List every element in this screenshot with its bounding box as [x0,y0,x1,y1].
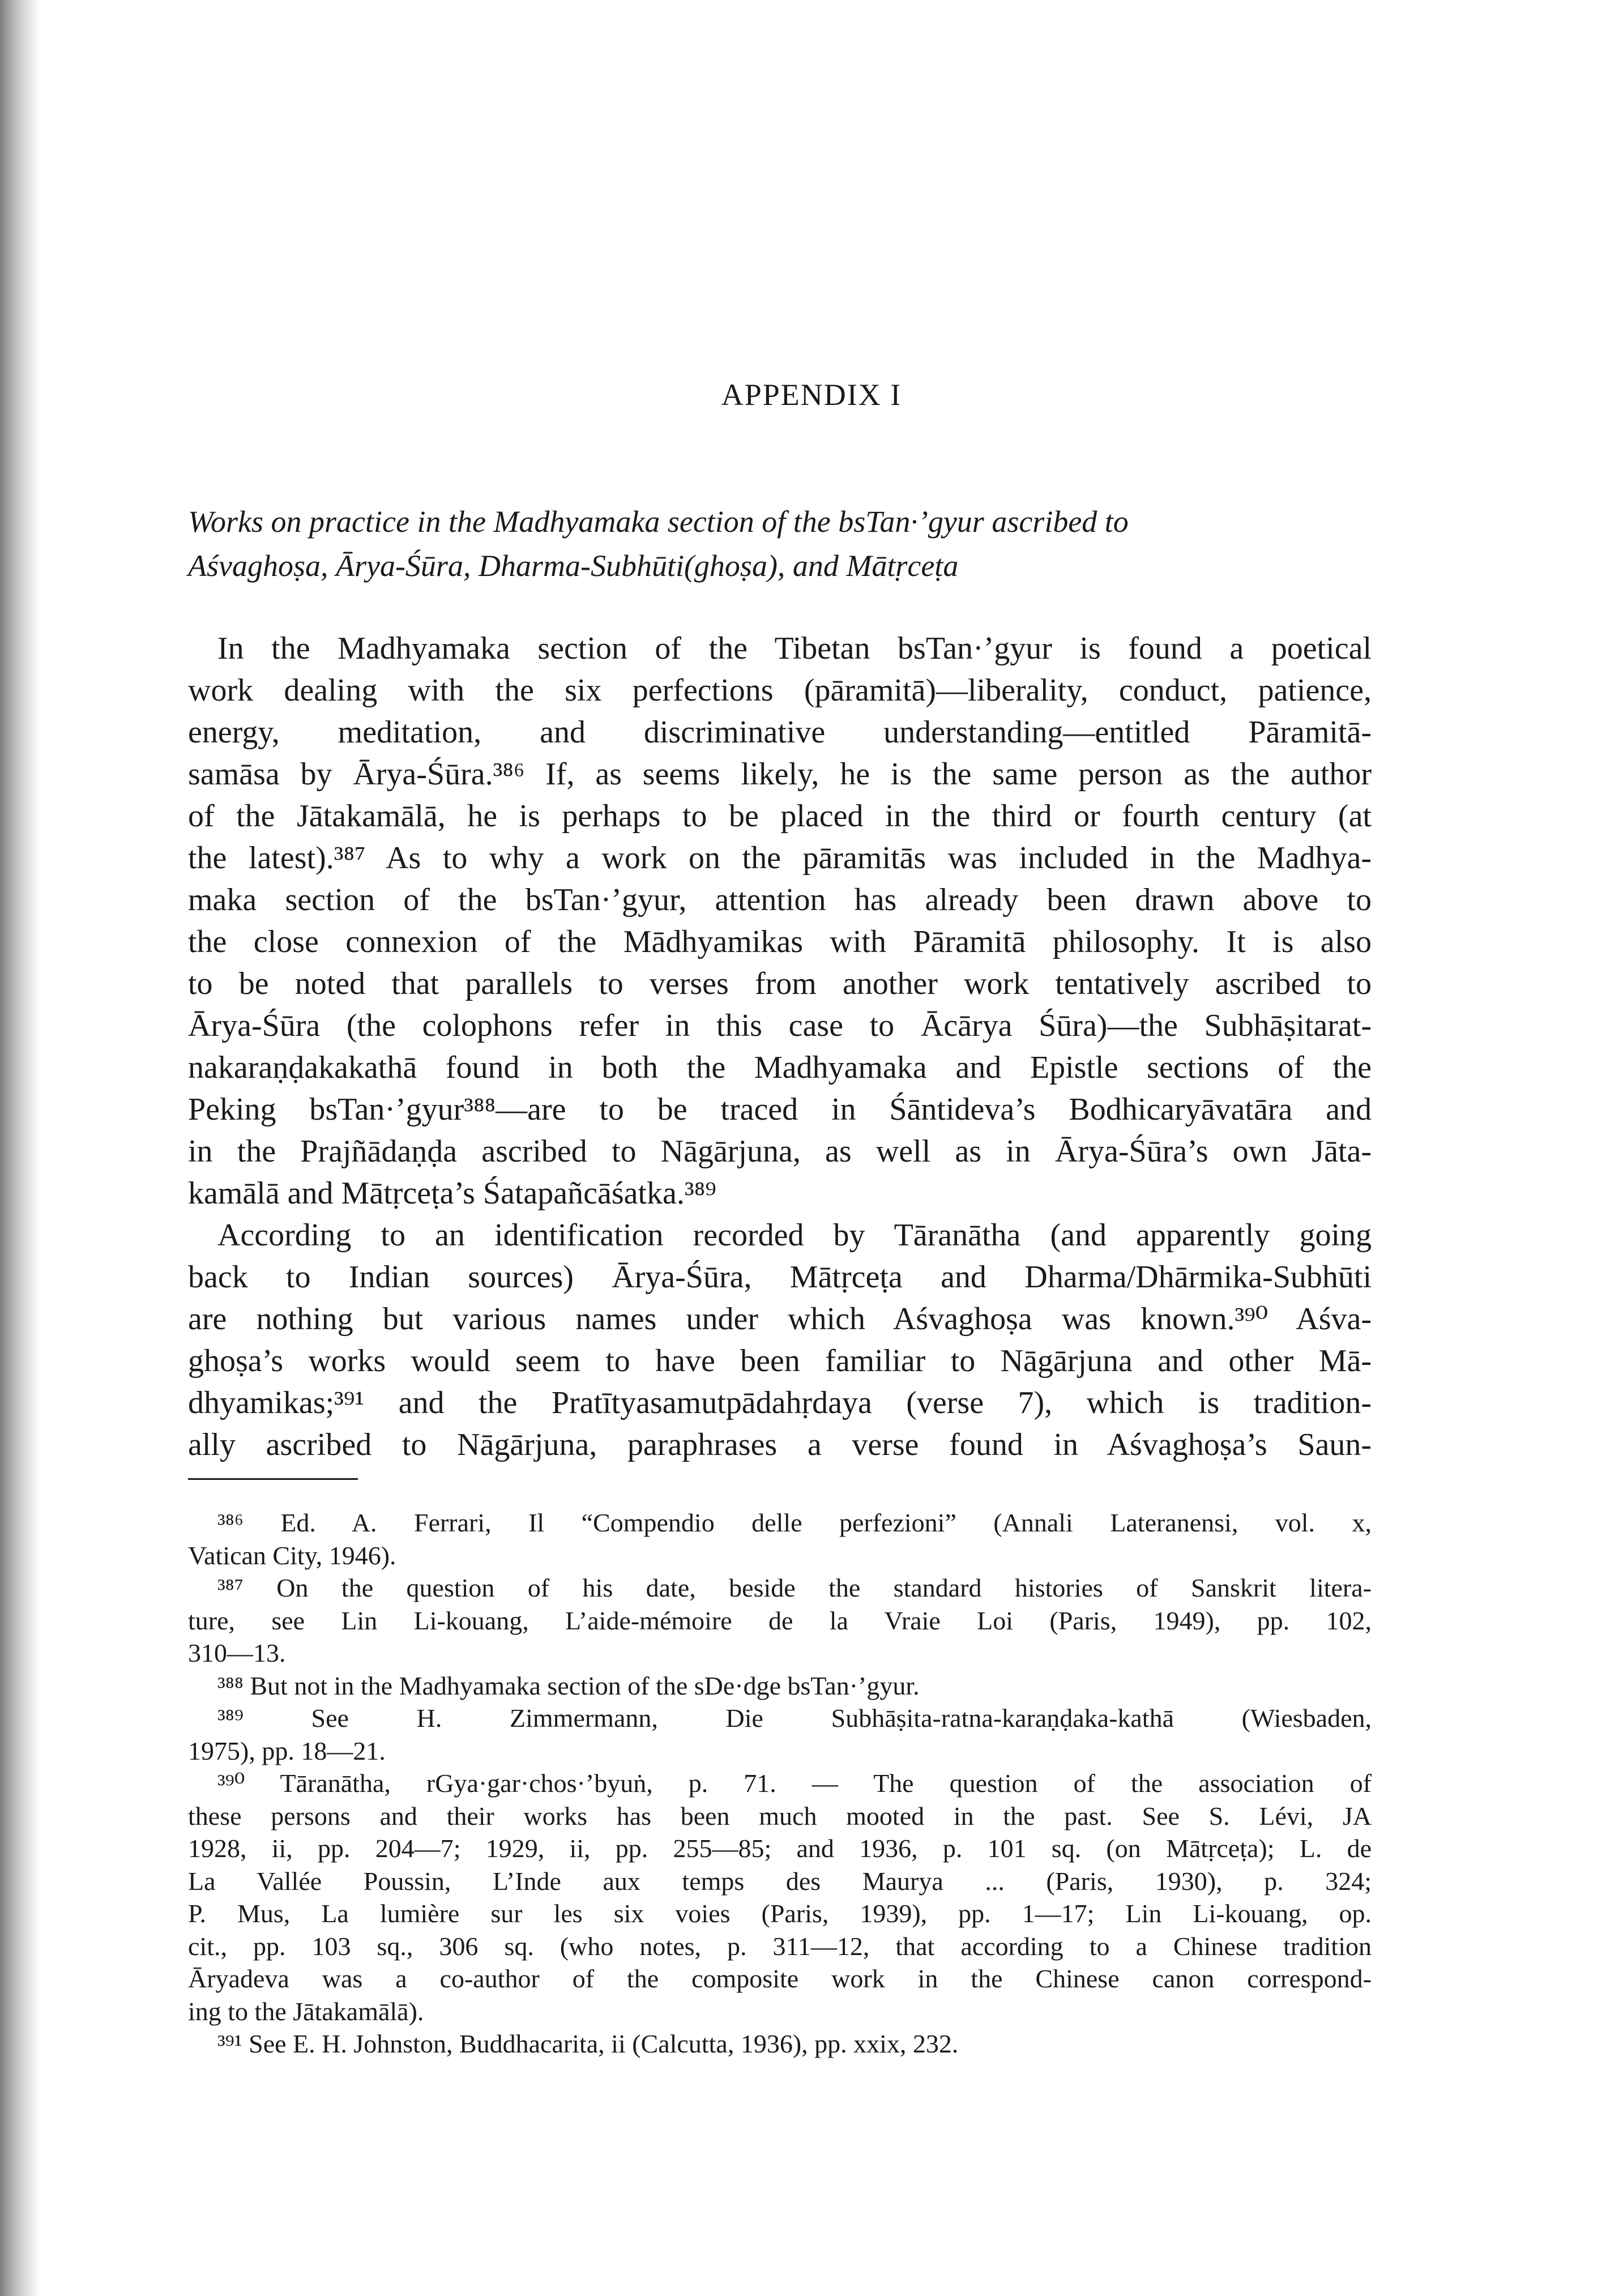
footnote-line: 1975), pp. 18—21. [188,1736,386,1765]
text-line: In the Madhyamaka section of the Tibetan bsTan·’gyur is found a poetical [217,631,1372,666]
text-line: work dealing with the six perfections (pāramitā)—liberality, conduct, patience, [188,673,1372,708]
text-line: in the Prajñādaṇḍa ascribed to Nāgārjuna, as well as in Ārya-Śūra’s own Jāta- [188,1134,1372,1169]
footnote-389 [188,1702,1372,1767]
footnote-line: Vatican City, 1946). [188,1540,396,1570]
footnote-line: 1928, ii, pp. 204—7; 1929, ii, pp. 255—85; and 1936, p. 101 sq. (on Mātṛceṭa); L. de [188,1834,1372,1863]
footnote-388 [188,1670,1372,1702]
footnote-line: ing to the Jātakamālā). [188,1996,424,2026]
appendix-heading: APPENDIX I [721,378,902,412]
text-line: samāsa by Ārya-Śūra.³⁸⁶ If, as seems likely, he is the same person as the author [188,757,1372,792]
paragraph-1 [188,628,1372,1214]
footnote-line: ³⁸⁶ Ed. A. Ferrari, Il “Compendio delle perfezioni” (Annali Lateranensi, vol. x, [217,1508,1372,1537]
text-line: kamālā and Mātṛceṭa’s Śatapañcāśatka.³⁸⁹ [188,1176,716,1211]
subtitle-line: Aśvaghoṣa, Ārya-Śūra, Dharma-Subhūti(ghoṣa), and Mātṛceṭa [188,549,959,583]
text-line: ally ascribed to Nāgārjuna, paraphrases a verse found in Aśvaghoṣa’s Saun- [188,1427,1372,1462]
text-line: maka section of the bsTan·’gyur, attention has already been drawn above to [188,882,1372,917]
subtitle-line: Works on practice in the Madhyamaka section of the bsTan·’gyur ascribed to [188,505,1129,539]
text-line: the close connexion of the Mādhyamikas with Pāramitā philosophy. It is also [188,924,1372,959]
text-line: Peking bsTan·’gyur³⁸⁸—are to be traced in Śāntideva’s Bodhicaryāvatāra and [188,1092,1372,1127]
paragraph-2 [188,1214,1372,1466]
text-line: to be noted that parallels to verses from another work tentatively ascribed to [188,966,1372,1001]
footnote-line: ³⁸⁸ But not in the Madhyamaka section of the sDe·dge bsTan·’gyur. [217,1671,920,1700]
text-line: ghoṣa’s works would seem to have been familiar to Nāgārjuna and other Mā- [188,1343,1372,1379]
footnote-386 [188,1507,1372,1572]
text-line: energy, meditation, and discriminative understanding—entitled Pāramitā- [188,715,1372,750]
footnote-line: ³⁸⁷ On the question of his date, beside the standard histories of Sanskrit litera- [217,1573,1372,1602]
footnote-line: 310—13. [188,1638,286,1667]
text-line: According to an identification recorded by Tāranātha (and apparently going [217,1218,1372,1253]
footnote-line: ³⁹⁰ Tāranātha, rGya·gar·chos·’byuṅ, p. 71. — The question of the association of [217,1769,1372,1798]
footnote-line: ture, see Lin Li-kouang, L’aide-mémoire de la Vraie Loi (Paris, 1949), pp. 102, [188,1606,1372,1635]
text-line: are nothing but various names under which Aśvaghoṣa was known.³⁹⁰ Aśva- [188,1301,1372,1337]
text-line: Ārya-Śūra (the colophons refer in this case to Ācārya Śūra)—the Subhāṣitarat- [188,1008,1372,1043]
footnote-390 [188,1767,1372,2028]
text-line: nakaraṇḍakakathā found in both the Madhyamaka and Epistle sections of the [188,1050,1372,1085]
text-line: dhyamikas;³⁹¹ and the Pratītyasamutpādahṛdaya (verse 7), which is tradition- [188,1385,1372,1420]
footnote-391 [188,2028,1372,2060]
footnote-line: ³⁸⁹ See H. Zimmermann, Die Subhāṣita-ratna-karaṇḍaka-kathā (Wiesbaden, [217,1704,1372,1732]
footnote-line: these persons and their works has been much mooted in the past. See S. Lévi, JA [188,1801,1372,1830]
footnote-line: Āryadeva was a co-author of the composite work in the Chinese canon correspond- [188,1964,1372,1993]
footnote-line: cit., pp. 103 sq., 306 sq. (who notes, p. 311—12, that according to a Chinese tradition [188,1931,1372,1961]
footnote-387 [188,1572,1372,1670]
footnote-rule [188,1478,358,1480]
footnotes [188,1507,1372,2060]
footnote-line: ³⁹¹ See E. H. Johnston, Buddhacarita, ii (Calcutta, 1936), pp. xxix, 232. [217,2029,959,2058]
text-line: back to Indian sources) Ārya-Śūra, Mātṛceṭa and Dharma/Dhārmika-Subhūti [188,1260,1372,1295]
footnote-line: P. Mus, La lumière sur les six voies (Paris, 1939), pp. 1—17; Lin Li-kouang, op. [188,1899,1372,1928]
footnote-line: La Vallée Poussin, L’Inde aux temps des Maurya ... (Paris, 1930), p. 324; [188,1866,1372,1896]
text-line: the latest).³⁸⁷ As to why a work on the pāramitās was included in the Madhya- [188,840,1372,876]
body-text [188,628,1372,1466]
text-line: of the Jātakamālā, he is perhaps to be placed in the third or fourth century (at [188,799,1372,834]
appendix-subtitle [188,500,1372,588]
